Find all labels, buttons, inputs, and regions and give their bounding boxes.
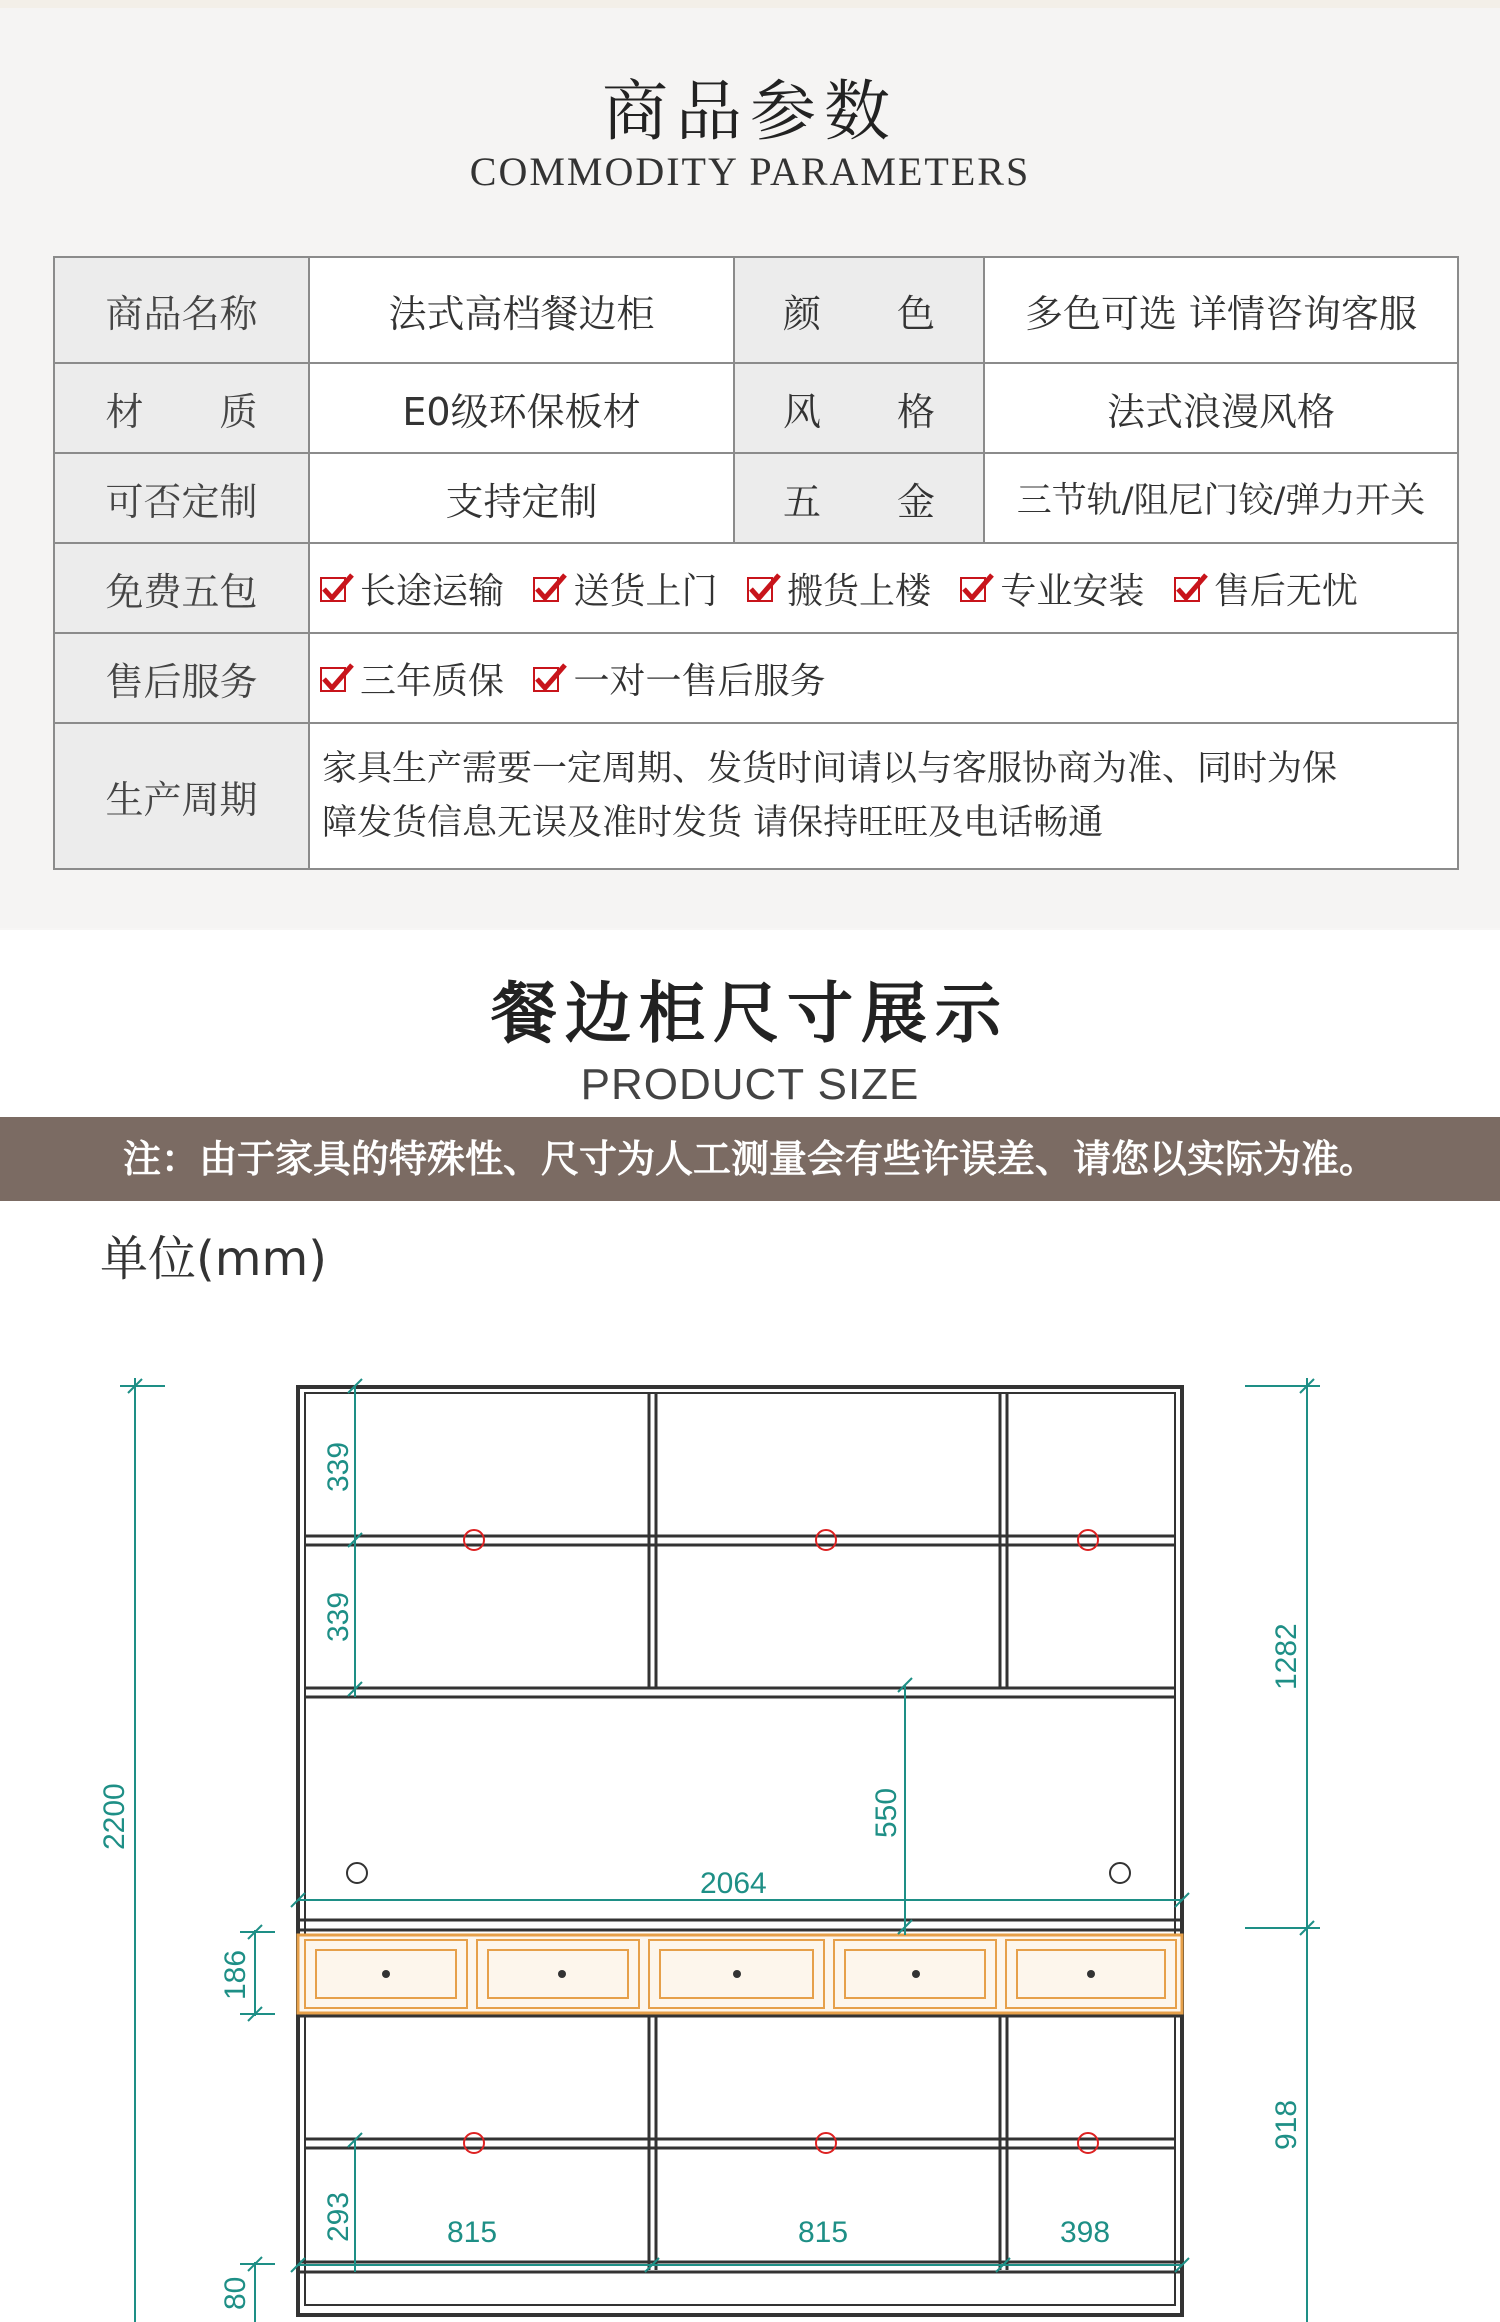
service-item: 一对一售后服务 [533, 653, 825, 704]
size-title: 餐边柜尺寸展示 [491, 974, 1009, 1052]
free-item: 送货上门 [533, 563, 717, 614]
free-item: 搬货上楼 [747, 563, 931, 614]
dim-total-height: 2200 [98, 1783, 131, 1850]
dim-col-3: 398 [1060, 2216, 1111, 2249]
free-label: 免费五包 [54, 543, 309, 633]
hardware-label: 五 金 [734, 453, 984, 543]
params-table [53, 256, 1459, 870]
params-subtitle: COMMODITY PARAMETERS [469, 149, 1031, 194]
cycle-value [309, 723, 1458, 869]
dim-open-area: 550 [870, 1787, 903, 1838]
style-label: 风 格 [734, 363, 984, 453]
top-strip [0, 0, 1500, 8]
table-row [54, 257, 1458, 363]
hardware-value: 三节轨/阻尼门铰/弹力开关 [984, 453, 1458, 543]
check-icon [533, 573, 567, 603]
check-icon [533, 663, 567, 693]
dim-lower-height: 918 [1270, 2099, 1303, 2150]
params-title: 商品参数 [602, 73, 898, 150]
cycle-line: 障发货信息无误及准时发货 请保持旺旺及电话畅通 [322, 803, 1104, 843]
material-value: E0级环保板材 [309, 363, 734, 453]
dim-shelf-1: 339 [322, 1441, 355, 1492]
dim-upper-height: 1282 [1270, 1623, 1303, 1690]
service-item: 三年质保 [320, 653, 504, 704]
table-row [54, 633, 1458, 723]
cabinet-drawing [0, 1330, 1500, 2322]
free-item: 专业安装 [960, 563, 1144, 614]
cycle-line: 家具生产需要一定周期、发货时间请以与客服协商为准、同时为保 [322, 749, 1338, 789]
custom-label: 可否定制 [54, 453, 309, 543]
check-icon [1174, 573, 1208, 603]
table-row [54, 723, 1458, 869]
free-items [309, 543, 1458, 633]
cabinet-body [298, 1387, 1182, 2315]
check-icon [747, 573, 781, 603]
dim-lower-shelf: 293 [322, 2191, 355, 2242]
style-value: 法式浪漫风格 [984, 363, 1458, 453]
size-subtitle: PRODUCT SIZE [580, 1060, 920, 1109]
custom-value: 支持定制 [309, 453, 734, 543]
service-items [309, 633, 1458, 723]
check-icon [960, 573, 994, 603]
dim-base: 80 [219, 2276, 252, 2310]
free-item: 长途运输 [320, 563, 504, 614]
dim-col-1: 815 [447, 2216, 498, 2249]
table-row [54, 453, 1458, 543]
check-icon [320, 663, 354, 693]
dimension-labels [98, 1442, 1303, 2310]
dim-drawer: 186 [219, 1949, 252, 2000]
name-label: 商品名称 [54, 257, 309, 363]
dim-shelf-2: 339 [322, 1591, 355, 1642]
check-icon [320, 573, 354, 603]
unit-label: 单位(mm) [100, 1231, 327, 1287]
dim-width: 2064 [700, 1867, 767, 1900]
color-value: 多色可选 详情咨询客服 [984, 257, 1458, 363]
free-item: 售后无忧 [1174, 563, 1358, 614]
service-label: 售后服务 [54, 633, 309, 723]
dim-col-2: 815 [798, 2216, 849, 2249]
drawer-row [298, 1935, 1182, 2013]
hole-markers [347, 1530, 1130, 2153]
name-value: 法式高档餐边柜 [309, 257, 734, 363]
table-row [54, 363, 1458, 453]
table-row [54, 543, 1458, 633]
material-label: 材 质 [54, 363, 309, 453]
note-banner: 注：由于家具的特殊性、尺寸为人工测量会有些许误差、请您以实际为准。 [0, 1117, 1500, 1201]
color-label: 颜 色 [734, 257, 984, 363]
cycle-label: 生产周期 [54, 723, 309, 869]
